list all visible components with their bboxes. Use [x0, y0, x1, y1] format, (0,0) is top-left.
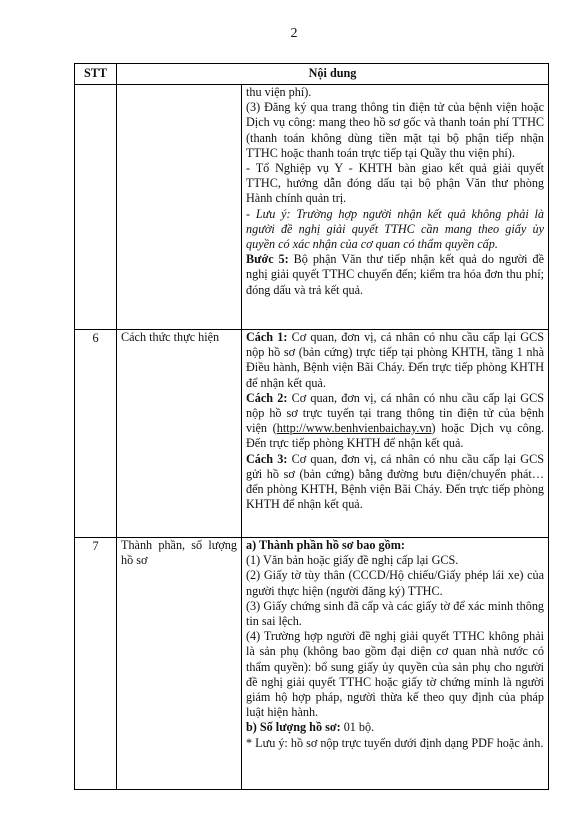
table-row [75, 330, 549, 538]
section-heading: a) Thành phần hồ sơ bao gồm: [246, 538, 405, 552]
name-cell [117, 85, 242, 330]
table-row [75, 538, 549, 790]
count-text: 01 bộ. [340, 720, 375, 735]
method-label: Cách 1: [246, 330, 288, 344]
list-item: (1) Văn bản hoặc giấy đề nghị cấp lại GCS. [246, 553, 459, 568]
method-text: ) hoặc Dịch vụ công. Đến trực tiếp phòng KHTH để nhận kết quả. [246, 421, 545, 451]
stt-cell: 7 [75, 538, 117, 790]
step-label: Bước 5: [246, 252, 289, 267]
method-label: Cách 3: [246, 451, 288, 466]
list-item: (3) Giấy chứng sinh đã cấp và các giấy tờ để xác minh thông tin sai lệch. [246, 598, 545, 629]
table-row [75, 85, 549, 330]
stt-cell [75, 85, 117, 330]
note-paragraph: - Lưu ý: Trường hợp người nhận kết quả không phải là người đề nghị giải quyết TTHC cần mang theo giấy ủy quyền có xác nhận của cơ quan có thẩm quyền cấp. [246, 206, 545, 252]
hospital-website-link[interactable]: http://www.benhvienbaichay.vn [276, 421, 432, 436]
method-text: Cơ quan, đơn vị, cá nhân có nhu cầu cấp lại GCS gửi hồ sơ (bản cứng) bằng đường bưu điện/chuyển phát… đến phòng KHTH, Bệnh viện Bãi Cháy. Đến trực tiếp phòng KHTH để nhận kết quả. [246, 451, 545, 512]
count-label: b) Số lượng hồ sơ: [246, 720, 341, 735]
method-label: Cách 2: [246, 390, 288, 405]
procedure-table [74, 63, 549, 790]
paragraph [246, 330, 544, 391]
method-text: Cơ quan, đơn vị, cá nhân có nhu cầu cấp lại GCS nộp hồ sơ (bản cứng) trực tiếp tại phòng KHTH, tầng 1 nhà Điều hành, Bệnh viện Bãi Cháy. Đến trực tiếp phòng KHTH để nhận kết quả. [246, 330, 545, 390]
list-item: (2) Giấy tờ tùy thân (CCCD/Hộ chiếu/Giấy phép lái xe) của người thực hiện (người đăng ký) TTHC. [246, 568, 545, 598]
note-paragraph: * Lưu ý: hồ sơ nộp trực tuyến dưới định dạng PDF hoặc ảnh. [246, 735, 544, 750]
content-cell [242, 85, 549, 330]
paragraph: (3) Đăng ký qua trang thông tin điện tử của bệnh viện hoặc Dịch vụ công: mang theo hồ sơ gốc và thanh toán phí TTHC (thanh toán không dùng tiền mặt tại bộ phận tiếp nhận TTHC hoặc thanh toán trực tiếp tại Quầy thu viện phí). [246, 100, 545, 160]
header-stt: STT [75, 64, 117, 85]
method-text: Cơ quan, đơn vị, cá nhân có nhu cầu cấp lại GCS nộp hồ sơ trực tuyến tại trang thông tin điện tử của bệnh viện ( [246, 390, 545, 436]
name-cell: Cách thức thực hiện [117, 330, 242, 538]
page-number: 2 [290, 26, 298, 41]
paragraph [246, 391, 544, 452]
table-header-row [75, 64, 549, 85]
content-cell [242, 330, 549, 538]
paragraph: - Tổ Nghiệp vụ Y - KHTH bàn giao kết quả giải quyết TTHC, hướng dẫn đóng dấu tại bộ phận Văn thư phòng Hành chính quản trị. [246, 161, 545, 206]
content-cell [242, 538, 549, 790]
name-cell: Thành phần, số lượng hồ sơ [117, 538, 242, 790]
paragraph [246, 252, 544, 298]
list-item: (4) Trường hợp người đề nghị giải quyết TTHC không phải là sản phụ (không bao gồm đại diện cơ quan nhà nước có thẩm quyền): bổ sung giấy ủy quyền của sản phụ cho người đề nghị giải quyết TTHC hoặc giấy tờ chứng minh là người giám hộ hợp pháp, người thừa kế theo quy định của pháp luật hiện hành. [246, 629, 545, 720]
paragraph [246, 720, 544, 735]
step-text: Bộ phận Văn thư tiếp nhận kết quả do người đề nghị giải quyết TTHC chuyển đến; kiểm tra hóa đơn thu phí; đóng dấu và trả kết quả. [246, 252, 545, 297]
paragraph [246, 452, 544, 513]
stt-cell: 6 [75, 330, 117, 538]
header-content: Nội dung [117, 64, 549, 85]
paragraph: thu viện phí). [246, 85, 312, 99]
